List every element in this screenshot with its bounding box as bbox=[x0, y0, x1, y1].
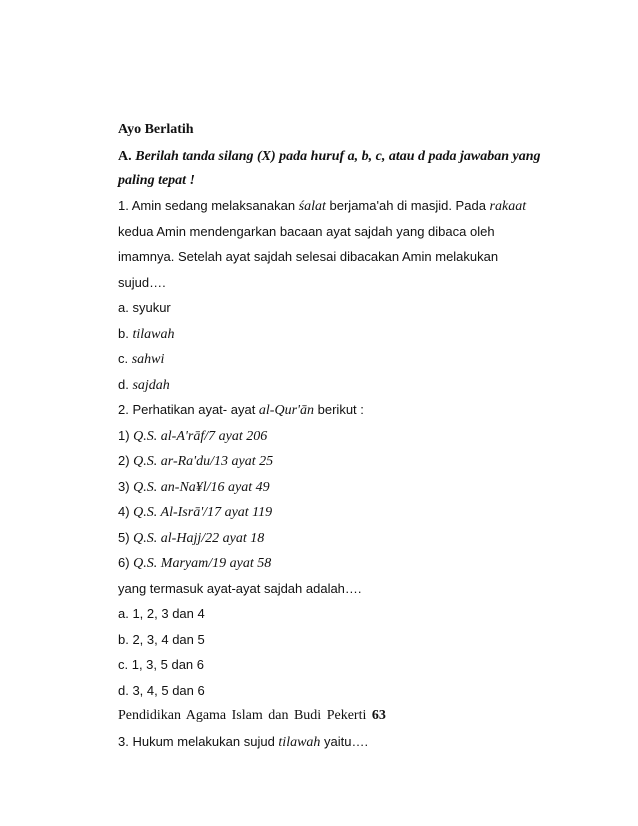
q1-text: 1. Amin sedang melaksanakan bbox=[118, 198, 299, 213]
q1-option-d bbox=[118, 377, 170, 394]
q3-term-tilawah: tilawah bbox=[278, 735, 321, 750]
ref-number: 3) bbox=[118, 479, 134, 494]
ref-number: 2) bbox=[118, 453, 134, 468]
page-number: 63 bbox=[371, 708, 386, 723]
ref-number: 5) bbox=[118, 530, 134, 545]
q2-option-d: d. 3, 4, 5 dan 6 bbox=[118, 683, 205, 698]
instruction-line-2: paling tepat ! bbox=[118, 173, 196, 188]
q1-option-a bbox=[118, 300, 171, 316]
q3-line bbox=[118, 734, 368, 751]
footer-text: Pendidikan Agama Islam dan Budi Pekerti bbox=[118, 708, 372, 723]
ref-text: Q.S. Al-Isrā'/17 ayat 119 bbox=[133, 505, 273, 520]
instruction-text: Berilah tanda silang (X) pada huruf a, b, c, atau d pada jawaban yang bbox=[135, 149, 541, 164]
option-letter: a. bbox=[118, 300, 133, 315]
q2-option-b: b. 2, 3, 4 dan 5 bbox=[118, 632, 205, 647]
q2-ref-5 bbox=[118, 530, 264, 547]
q1-option-b bbox=[118, 326, 174, 343]
q2-text: berikut : bbox=[314, 402, 364, 417]
q1-line-2: kedua Amin mendengarkan bacaan ayat sajdah yang dibaca oleh bbox=[118, 224, 495, 239]
page-footer bbox=[118, 708, 386, 724]
q2-option-c: c. 1, 3, 5 dan 6 bbox=[118, 657, 205, 672]
q2-term-quran: al-Qur'ān bbox=[258, 403, 315, 418]
option-letter: b. bbox=[118, 326, 133, 341]
q2-text: 2. Perhatikan ayat- ayat bbox=[118, 402, 259, 417]
ref-number: 1) bbox=[118, 428, 134, 443]
q3-text: 3. Hukum melakukan sujud bbox=[118, 734, 279, 749]
instruction-prefix: A. bbox=[118, 149, 132, 164]
q2-intro bbox=[118, 402, 364, 419]
q2-option-a: a. 1, 2, 3 dan 4 bbox=[118, 606, 205, 621]
q2-ref-3 bbox=[118, 479, 270, 496]
q1-term-rakaat: rakaat bbox=[489, 199, 527, 214]
ref-text: Q.S. al-Hajj/22 ayat 18 bbox=[133, 531, 265, 546]
q1-line-3: imamnya. Setelah ayat sajdah selesai dibacakan Amin melakukan bbox=[118, 249, 499, 264]
q2-ref-6 bbox=[118, 555, 271, 572]
q1-line-4: sujud…. bbox=[118, 275, 166, 290]
option-text: sajdah bbox=[132, 378, 170, 393]
q3-text: yaitu…. bbox=[320, 734, 369, 749]
ref-text: Q.S. ar-Ra'du/13 ayat 25 bbox=[133, 454, 274, 469]
q1-term-salat: śalat bbox=[298, 199, 326, 214]
q2-ref-4 bbox=[118, 504, 272, 521]
option-text: tilawah bbox=[132, 327, 175, 342]
ref-number: 6) bbox=[118, 555, 134, 570]
q2-ref-2 bbox=[118, 453, 273, 470]
q2-ref-1 bbox=[118, 428, 267, 445]
q1-text: berjama'ah di masjid. Pada bbox=[325, 198, 490, 213]
instruction bbox=[118, 148, 541, 165]
q1-option-c bbox=[118, 351, 164, 368]
ref-text: Q.S. al-A'rāf/7 ayat 206 bbox=[133, 429, 268, 444]
q1-line-1 bbox=[118, 198, 526, 215]
option-letter: c. bbox=[118, 351, 132, 366]
ref-text: Q.S. Maryam/19 ayat 58 bbox=[133, 556, 272, 571]
option-text: syukur bbox=[132, 300, 171, 315]
option-text: sahwi bbox=[131, 352, 165, 367]
option-letter: d. bbox=[118, 377, 133, 392]
ref-text: Q.S. an-Na¥l/16 ayat 49 bbox=[133, 480, 270, 495]
ref-number: 4) bbox=[118, 504, 134, 519]
q2-question: yang termasuk ayat-ayat sajdah adalah…. bbox=[118, 581, 362, 596]
section-title: Ayo Berlatih bbox=[118, 122, 194, 137]
